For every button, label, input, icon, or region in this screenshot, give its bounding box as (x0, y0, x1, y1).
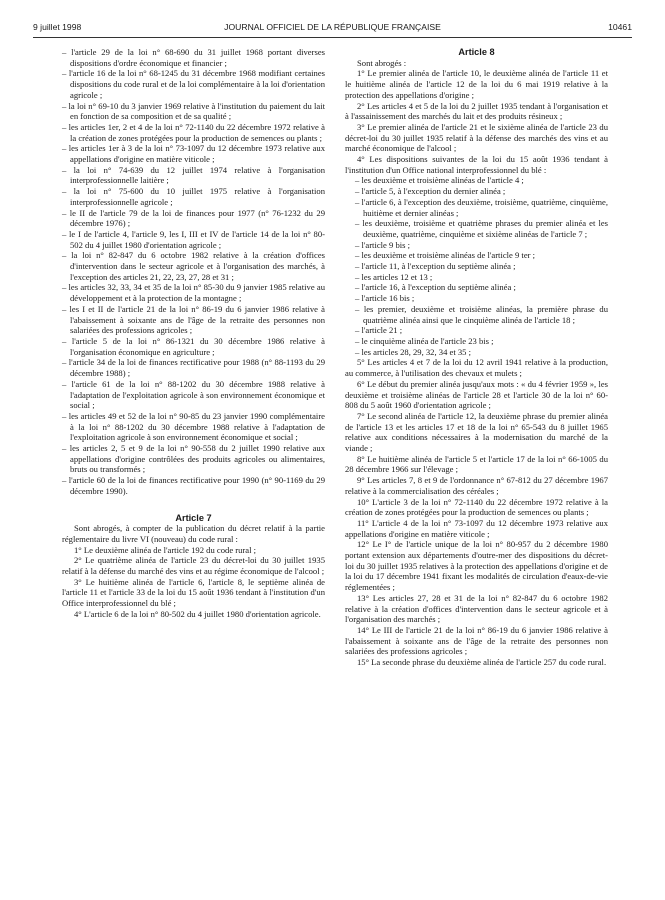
list-item: 13° Les articles 27, 28 et 31 de la loi n° 82-847 du 6 octobre 1982 relative à la création d'offices d'intervention dans le secteur agricole et à l'organisation des marchés ; (345, 592, 608, 625)
sub-list-item: – l'article 16, à l'exception du septième alinéa ; (355, 282, 516, 293)
list-item: – les articles 49 et 52 de la loi n° 90-85 du 23 janvier 1990 complémentaire à la loi n° 88-1202 du 30 décembre 1988 relative à l'adaptation de l'exploitation agricole à son environnement économique et social ; (62, 410, 325, 443)
article-7-title: Article 7 (175, 512, 212, 523)
article-7-intro: Sont abrogés, à compter de la publication du décret relatif à la partie réglementaire du livre VI (nouveau) du code rural : (62, 523, 325, 544)
list-item: – les articles 32, 33, 34 et 35 de la loi n° 85-30 du 9 janvier 1985 relative au développement et à la protection de la montagne ; (62, 282, 325, 304)
list-item: 4° L'article 6 de la loi n° 80-502 du 4 juillet 1980 d'orientation agricole. (74, 608, 321, 619)
list-item: – le II de l'article 79 de la loi de finances pour 1977 (n° 76-1232 du 29 décembre 1976) ; (62, 207, 325, 229)
list-item: – les articles 2, 5 et 9 de la loi n° 90-558 du 2 juillet 1990 relative aux appellations d'origine contrôlées des produits agricoles ou alimentaires, bruts ou transformés ; (62, 443, 325, 475)
list-item: – la loi n° 75-600 du 10 juillet 1975 relative à l'organisation interprofessionnelle agricole ; (62, 186, 325, 207)
sub-list-item: – l'article 11, à l'exception du septième alinéa ; (355, 261, 516, 272)
repealed-list (62, 47, 325, 497)
right-column (345, 47, 608, 668)
sub-list-item: – l'article 6, à l'exception des deuxième, troisième, quatrième, cinquième, huitième et dernier alinéas ; (355, 196, 608, 218)
list-item: 5° Les articles 4 et 7 de la loi du 12 avril 1941 relative à la production, au commerce, à l'utilisation des chevaux et mulets ; (345, 357, 608, 379)
sub-list-item: – les deuxième et troisième alinéas de l'article 4 ; (355, 175, 524, 186)
article-8-intro: Sont abrogés : (357, 57, 407, 68)
list-item: – les I et II de l'article 21 de la loi n° 86-19 du 6 janvier 1986 relative à l'abaissement à soixante ans de l'âge de la retraite des personnes non salariées des professions agricoles ; (62, 303, 325, 336)
sub-list-item: – les premier, deuxième et troisième alinéas, la première phrase du quatrième alinéa ainsi que le cinquième alinéa de l'article 18 ; (355, 303, 608, 325)
sub-list-item: – les articles 28, 29, 32, 34 et 35 ; (355, 346, 471, 357)
list-item: 1° Le premier alinéa de l'article 10, le deuxième alinéa de l'article 11 et le huitième alinéa de l'article 12 de la loi du 6 mai 1919 relative à la protection des appellations d'origine ; (345, 68, 608, 100)
sub-list-item: – les deuxième, troisième et quatrième phrases du premier alinéa et les deuxième, quatrième, cinquième et sixième alinéas de l'article 7 ; (355, 218, 608, 239)
list-item: 9° Les articles 7, 8 et 9 de l'ordonnance n° 67-812 du 27 décembre 1967 relative à la commercialisation des céréales ; (345, 475, 608, 496)
list-item: – la loi n° 74-639 du 12 juillet 1974 relative à l'organisation interprofessionnelle laitière ; (62, 164, 325, 186)
list-item: 8° Le huitième alinéa de l'article 5 et l'article 17 de la loi n° 66-1005 du 28 décembre 1966 sur l'élevage ; (345, 453, 608, 475)
list-item: – le I de l'article 4, l'article 9, les I, III et IV de l'article 14 de la loi n° 80-502 du 4 juillet 1980 d'orientation agricole ; (62, 228, 325, 250)
list-item: 6° Le début du premier alinéa jusqu'aux mots : « du 4 février 1959 », les deuxième et troisième alinéas de l'article 28 et l'article 30 de la loi n° 60-808 du 5 août 1960 d'orientation agricole ; (345, 378, 608, 411)
header-rule (33, 37, 632, 38)
page-number: 10461 (608, 22, 632, 32)
list-item: – la loi n° 82-847 du 6 octobre 1982 relative à la création d'offices d'intervention dans le secteur agricole et à l'organisation des marchés, à l'exception des articles 21, 22, 23, 27, 28 et 31 ; (62, 250, 325, 282)
list-item: 1° Le deuxième alinéa de l'article 192 du code rural ; (74, 544, 257, 555)
list-item: – l'article 34 de la loi de finances rectificative pour 1988 (n° 88-1193 du 29 décembre 1988) ; (62, 357, 325, 379)
list-item: 11° L'article 4 de la loi n° 73-1097 du 12 décembre 1973 relative aux appellations d'origine en matière viticole ; (345, 517, 608, 539)
article-8-list (345, 68, 608, 175)
list-item: – l'article 16 de la loi n° 68-1245 du 31 décembre 1968 modifiant certaines dispositions du code rural et de la loi complémentaire à la loi d'orientation agricole ; (62, 68, 325, 100)
list-item: – la loi n° 69-10 du 3 janvier 1969 relative à l'institution du paiement du lait en fonction de sa composition et de sa qualité ; (62, 100, 325, 122)
list-item: 2° Les articles 4 et 5 de la loi du 2 juillet 1935 tendant à l'organisation et à l'assainissement des marchés du lait et des produits résineux ; (345, 100, 608, 122)
list-item: – les articles 1er, 2 et 4 de la loi n° 72-1140 du 22 décembre 1972 relative à la création de zones protégées pour la production de semences ou plants ; (62, 121, 325, 143)
list-item: 7° Le second alinéa de l'article 12, la deuxième phrase du premier alinéa de l'article 13 et les articles 17 et 18 de la loi n° 65-543 du 8 juillet 1965 relative aux conditions nécessaires à la modernisation du marché de la viande ; (345, 410, 608, 454)
page-header (33, 22, 632, 36)
sub-list-item: – l'article 9 bis ; (355, 239, 411, 250)
sub-list-item: – l'article 5, à l'exception du dernier alinéa ; (355, 186, 506, 197)
article-8-title: Article 8 (458, 47, 495, 57)
list-item: 15° La seconde phrase du deuxième alinéa de l'article 257 du code rural. (357, 657, 607, 668)
sub-list-item: – les deuxième et troisième alinéas de l'article 9 ter ; (355, 250, 536, 261)
list-item: 3° Le premier alinéa de l'article 21 et le sixième alinéa de l'article 23 du décret-loi du 30 juillet 1935 relatif à la défense des marchés des vins et au marché économique de l'alcool ; (345, 121, 608, 154)
list-item: 3° Le huitième alinéa de l'article 6, l'article 8, le septième alinéa de l'article 11 et l'article 33 de la loi du 15 août 1936 tendant à l'institution d'un Office interprofessionnel du blé ; (62, 576, 325, 609)
sub-list-item: – les articles 12 et 13 ; (355, 271, 433, 282)
article-7-list (62, 545, 325, 620)
sub-list-item: – le cinquième alinéa de l'article 23 bis ; (355, 335, 494, 346)
list-item: 12° Le I° de l'article unique de la loi n° 80-957 du 2 décembre 1980 portant extension aux départements d'outre-mer des dispositions du décret-loi du 30 juillet 1935 relatives à la protection des appellations d'origine et de la loi du 17 décembre 1941 fixant les modalités de circulation d'eaux-de-vie réglementées ; (345, 539, 608, 593)
header-title: JOURNAL OFFICIEL DE LA RÉPUBLIQUE FRANÇAISE (224, 22, 441, 32)
left-column (62, 47, 325, 620)
list-item: 2° Le quatrième alinéa de l'article 23 du décret-loi du 30 juillet 1935 relatif à la défense du marché des vins et au régime économique de l'alcool ; (62, 555, 325, 577)
article-8-list-continued (345, 357, 608, 667)
list-item: – l'article 5 de la loi n° 86-1321 du 30 décembre 1986 relative à l'organisation économique en agriculture ; (62, 335, 325, 357)
sub-list-item: – l'article 21 ; (355, 325, 403, 336)
list-item: 14° Le III de l'article 21 de la loi n° 86-19 du 6 janvier 1986 relative à l'abaissement à soixante ans de l'âge de la retraite des personnes non salariées des professions agricoles ; (345, 624, 608, 657)
list-item: – l'article 61 de la loi n° 88-1202 du 30 décembre 1988 relative à l'adaptation de l'exploitation agricole à son environnement économique et social ; (62, 378, 325, 411)
list-item: – l'article 29 de la loi n° 68-690 du 31 juillet 1968 portant diverses dispositions d'ordre économique et financier ; (62, 47, 325, 68)
list-item: – les articles 1er à 3 de la loi n° 73-1097 du 12 décembre 1973 relative aux appellations d'origine en matière viticole ; (62, 143, 325, 165)
list-item: – l'article 60 de la loi de finances rectificative pour 1990 (n° 90-1169 du 29 décembre 1990). (62, 475, 325, 496)
sub-list-item: – l'article 16 bis ; (355, 293, 415, 304)
article-8-sublist (345, 175, 608, 357)
header-date: 9 juillet 1998 (33, 22, 82, 32)
list-item: 4° Les dispositions suivantes de la loi du 15 août 1936 tendant à l'institution d'un Office national interprofessionnel du blé : (345, 154, 608, 175)
list-item: 10° L'article 3 de la loi n° 72-1140 du 22 décembre 1972 relative à la création de zones protégées pour la production de semences ou plants ; (345, 496, 608, 518)
